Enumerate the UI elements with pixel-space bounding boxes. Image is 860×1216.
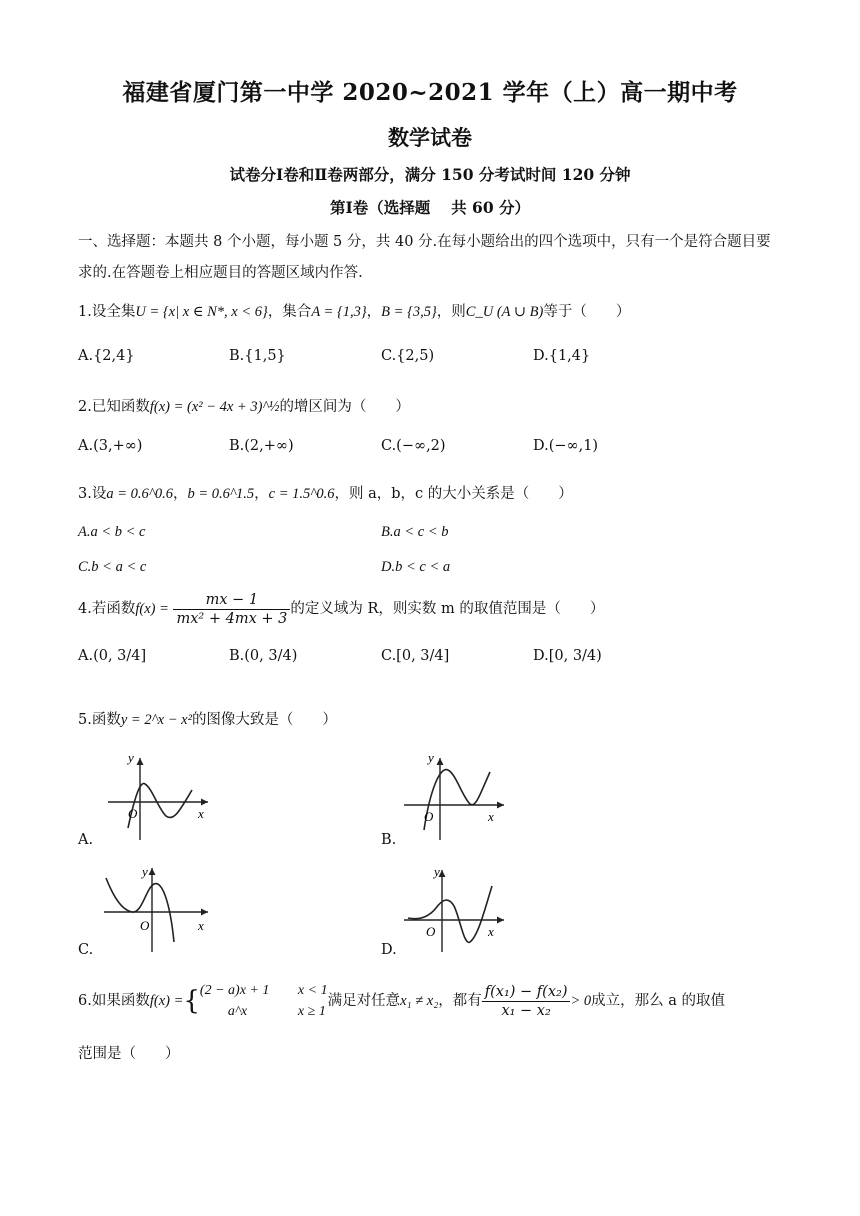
q6-func-lhs: f(x) = <box>149 993 184 1009</box>
q1-expr: C_U (A ∪ B) <box>465 304 544 320</box>
q1-option-a: A.{2,4} <box>78 348 135 364</box>
q4-suffix: 的定义域为 R，则实数 m 的取值范围是（ ） <box>290 601 605 617</box>
q5-graph-b <box>400 750 515 845</box>
graph-d-y-label: y <box>434 864 440 879</box>
q6-cases <box>200 980 328 1022</box>
q4-option-d: D.[0, 3/4) <box>533 648 602 664</box>
q5-prefix: 5.函数 <box>78 712 121 728</box>
q3-b: b = 0.6^1.5 <box>187 486 255 502</box>
q1-prefix: 1.设全集 <box>78 304 136 320</box>
q1-set-a: A = {1,3} <box>311 304 367 320</box>
graph-a-origin-label: O <box>128 806 138 821</box>
graph-c-origin-label: O <box>140 918 150 933</box>
q6-fraction <box>482 983 571 1020</box>
q2-suffix: 的增区间为（ ） <box>279 399 410 415</box>
q1-mid2: ，则 <box>436 304 466 320</box>
q6-mid2: ，都有 <box>438 993 482 1009</box>
q5-suffix: 的图像大致是（ ） <box>191 712 337 728</box>
q2-func: f(x) = (x² − 4x + 3)^½ <box>149 399 280 415</box>
q6-prefix: 6.如果函数 <box>78 993 150 1009</box>
q6-suffix: 成立，那么 a 的取值 <box>591 993 726 1009</box>
q2-prefix: 2.已知函数 <box>78 399 150 415</box>
q3-a: a = 0.6^0.6 <box>106 486 173 502</box>
q6-cond2: x ≥ 1 <box>297 1004 326 1019</box>
q3-suffix: ，则 a，b，c 的大小关系是（ ） <box>334 486 573 502</box>
q3-sep2: ， <box>254 486 269 502</box>
q6-case2: a^x <box>227 1004 248 1019</box>
q4-option-b: B.(0, 3/4) <box>229 648 298 664</box>
q3-option-d: D.b < c < a <box>381 559 451 575</box>
q3-option-a: A.a < b < c <box>78 524 146 540</box>
question-5 <box>78 710 337 730</box>
q3-prefix: 3.设 <box>78 486 107 502</box>
q5-graph-d <box>400 862 515 957</box>
exam-subtitle: 数学试卷 <box>388 125 472 150</box>
question-4 <box>78 590 604 628</box>
q1-set-b: B = {3,5} <box>381 304 437 320</box>
q6-frac-den: x₁ − x₂ <box>501 1002 551 1019</box>
q4-option-a: A.(0, 3/4] <box>78 648 147 664</box>
q2-option-a: A.(3,+∞) <box>78 438 143 454</box>
q6-brace-icon: { <box>183 986 200 1016</box>
graph-b-origin-label: O <box>424 809 434 824</box>
q5-graph-c <box>100 862 215 957</box>
q5-label-b: B. <box>381 832 397 848</box>
q6-neq: x₁ ≠ x₂ <box>400 993 439 1009</box>
q3-c: c = 1.5^0.6 <box>268 486 335 502</box>
question-3 <box>78 484 573 504</box>
q1-option-c: C.{2,5) <box>381 348 435 364</box>
instructions-line-2: 求的.在答题卷上相应题目的答题区域内作答. <box>78 265 363 281</box>
q1-sep: ， <box>366 304 382 320</box>
q2-option-d: D.(−∞,1) <box>533 438 599 454</box>
graph-b-x-label: x <box>488 809 494 824</box>
graph-b-y-label: y <box>428 750 434 765</box>
q2-option-c: C.(−∞,2) <box>381 438 446 454</box>
q6-mid: 满足对任意 <box>327 993 401 1009</box>
graph-d-x-label: x <box>488 924 494 939</box>
graph-a-y-label: y <box>128 750 134 765</box>
graph-a-x-label: x <box>198 806 204 821</box>
q6-frac-num: f(x₁) − f(x₂) <box>482 983 571 1002</box>
exam-info: 试卷分Ⅰ卷和Ⅱ卷两部分，满分 150 分考试时间 120 分钟 <box>229 165 631 184</box>
q5-graph-a <box>100 750 215 845</box>
q1-mid1: ，集合 <box>267 304 312 320</box>
q6-ineq: > 0 <box>570 993 592 1009</box>
instructions-line-1: 一、选择题：本题共 8 个小题，每小题 5 分，共 40 分.在每小题给出的四个选项中，只有一个是符合题目要 <box>78 234 771 250</box>
q4-func-lhs: f(x) = <box>135 601 169 617</box>
q3-option-b: B.a < c < b <box>381 524 449 540</box>
q4-option-c: C.[0, 3/4] <box>381 648 450 664</box>
q3-option-c: C.b < a < c <box>78 559 147 575</box>
section-heading: 第Ⅰ卷（选择题 共 60 分） <box>329 198 530 217</box>
q5-label-d: D. <box>381 942 397 958</box>
q1-set-u: U = {x| x ∈ N*, x < 6} <box>135 304 268 320</box>
q1-suffix: 等于（ ） <box>543 304 631 320</box>
q5-func: y = 2^x − x² <box>120 712 192 728</box>
q6-case1: (2 − a)x + 1 <box>199 983 270 998</box>
graph-c-y-label: y <box>142 864 148 879</box>
q6-cond1: x < 1 <box>297 983 328 998</box>
q5-label-c: C. <box>78 942 94 958</box>
q3-sep1: ， <box>173 486 188 502</box>
q5-label-a: A. <box>78 832 94 848</box>
q4-fraction <box>173 591 290 628</box>
q4-prefix: 4.若函数 <box>78 601 136 617</box>
exam-title: 福建省厦门第一中学 2020~2021 学年（上）高一期中考 <box>122 79 738 106</box>
graph-d-origin-label: O <box>426 924 436 939</box>
question-1 <box>78 302 630 322</box>
question-2 <box>78 397 410 417</box>
q4-numerator: mx − 1 <box>173 591 290 610</box>
q1-option-d: D.{1,4} <box>533 348 591 364</box>
question-6 <box>78 980 725 1022</box>
graph-c-x-label: x <box>198 918 204 933</box>
q2-option-b: B.(2,+∞) <box>229 438 294 454</box>
q1-option-b: B.{1,5} <box>229 348 286 364</box>
q6-line-2: 范围是（ ） <box>78 1046 180 1062</box>
q4-denominator: mx² + 4mx + 3 <box>176 610 288 627</box>
